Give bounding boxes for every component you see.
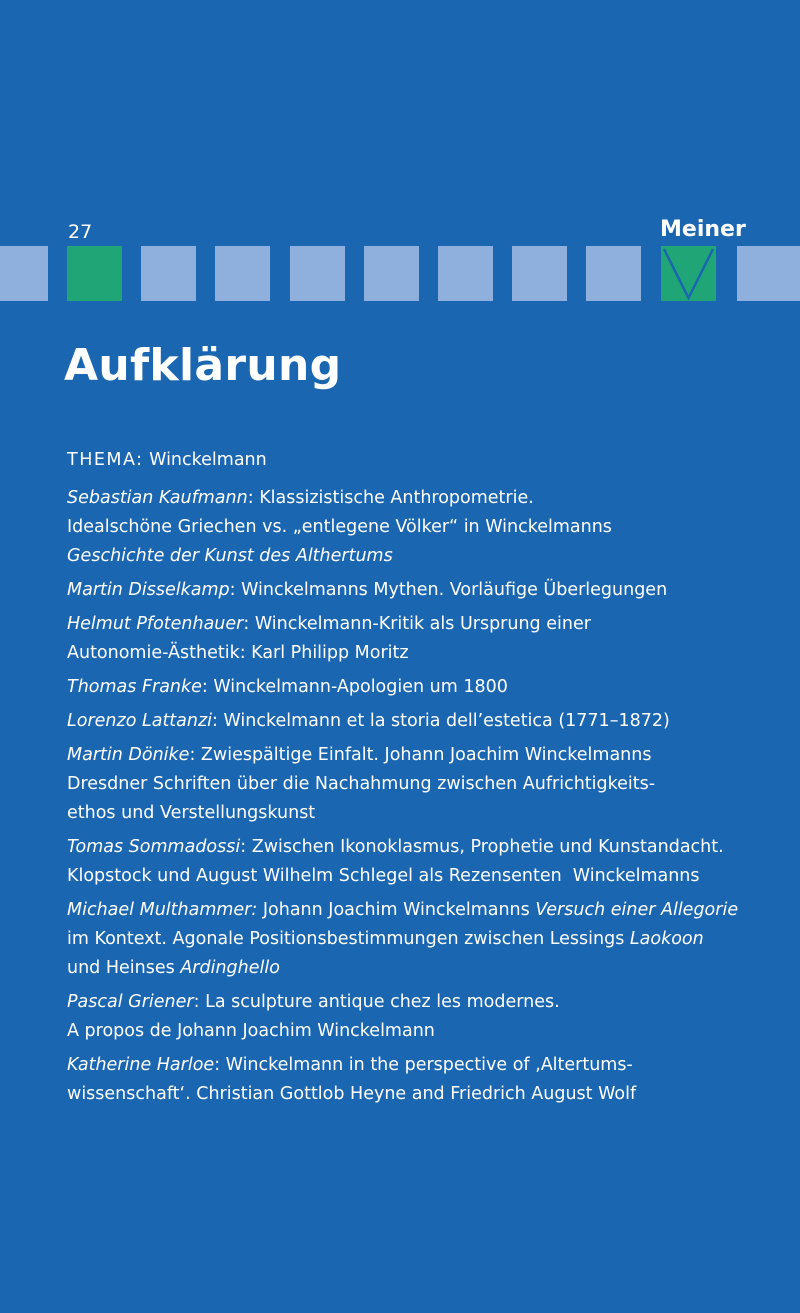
contents-entry xyxy=(67,673,767,702)
entry-title-line: Klopstock und August Wilhelm Schlegel als Rezensenten Winckelmanns xyxy=(67,866,700,886)
decorative-square xyxy=(0,246,48,301)
decorative-square xyxy=(737,246,800,301)
entry-author: Tomas Sommadossi xyxy=(67,837,241,857)
entry-title-line: Autonomie-Ästhetik: Karl Philipp Moritz xyxy=(67,643,409,663)
entry-separator: : xyxy=(193,992,206,1012)
table-of-contents xyxy=(67,446,767,1114)
entry-title-line: im Kontext. Agonale Positionsbestimmungen zwischen Lessings xyxy=(67,929,630,949)
theme-line xyxy=(67,446,767,475)
entry-title: Winckelmann-Apologien um 1800 xyxy=(213,677,508,697)
entry-author: Michael Multhammer: xyxy=(67,900,258,920)
entry-title-line: Idealschöne Griechen vs. „entlegene Völker“ in Winckelmanns xyxy=(67,517,612,537)
entry-separator: : xyxy=(247,488,260,508)
decorative-square xyxy=(215,246,270,301)
entry-title-line: ethos und Verstellungskunst xyxy=(67,803,316,823)
entry-separator: : xyxy=(243,614,255,634)
decorative-square xyxy=(438,246,493,301)
entry-title: Johann Joachim Winckelmanns xyxy=(262,900,536,920)
contents-entry xyxy=(67,610,767,668)
entry-separator: : xyxy=(229,580,242,600)
meiner-v-logo-icon xyxy=(661,246,716,301)
publisher-name: Meiner xyxy=(660,217,746,242)
entry-title-line: Dresdner Schriften über die Nachahmung zwischen Aufrichtigkeits- xyxy=(67,774,656,794)
decorative-square xyxy=(364,246,419,301)
contents-entry xyxy=(67,484,767,571)
contents-entry xyxy=(67,1051,767,1109)
entry-separator: : xyxy=(214,1055,226,1075)
decorative-square xyxy=(141,246,196,301)
entry-author: Sebastian Kaufmann xyxy=(67,488,248,508)
entry-title: Winckelmanns Mythen. Vorläufige Überlegungen xyxy=(241,580,668,600)
entry-title: Zwiespältige Einfalt. Johann Joachim Winckelmanns xyxy=(200,745,652,765)
contents-entry xyxy=(67,576,767,605)
entry-author: Thomas Franke xyxy=(67,677,202,697)
decorative-square xyxy=(290,246,345,301)
entry-title: Winckelmann et la storia dell’estetica (1771–1872) xyxy=(223,711,670,731)
entry-author: Martin Dönike xyxy=(67,745,190,765)
contents-entry xyxy=(67,833,767,891)
entry-title-line: Geschichte der Kunst des Althertums xyxy=(67,546,393,566)
entry-title-line: A propos de Johann Joachim Winckelmann xyxy=(67,1021,435,1041)
theme-label: THEMA: xyxy=(67,450,144,470)
entry-author: Martin Disselkamp xyxy=(67,580,230,600)
entry-title: Klassizistische Anthropometrie. xyxy=(259,488,534,508)
entry-title: Winckelmann-Kritik als Ursprung einer xyxy=(254,614,591,634)
entry-title: La sculpture antique chez les modernes. xyxy=(205,992,560,1012)
entry-title-line: und Heinses xyxy=(67,958,181,978)
contents-entry xyxy=(67,707,767,736)
theme-value: Winckelmann xyxy=(149,450,267,470)
entry-separator: : xyxy=(240,837,252,857)
contents-entry xyxy=(67,988,767,1046)
entry-title: Zwischen Ikonoklasmus, Prophetie und Kunstandacht. xyxy=(251,837,724,857)
decorative-square xyxy=(512,246,567,301)
issue-number: 27 xyxy=(68,221,93,243)
contents-entry xyxy=(67,741,767,828)
entry-author: Pascal Griener xyxy=(67,992,194,1012)
entry-separator: : xyxy=(212,711,224,731)
entry-title-italic: Laokoon xyxy=(629,929,704,949)
entry-author: Katherine Harloe xyxy=(67,1055,215,1075)
contents-entry xyxy=(67,896,767,983)
entry-author: Lorenzo Lattanzi xyxy=(67,711,213,731)
series-title: Aufklärung xyxy=(64,340,342,391)
accent-square xyxy=(67,246,122,301)
entry-title: Winckelmann in the perspective of ‚Altertums- xyxy=(225,1055,633,1075)
entry-title-italic: Versuch einer Allegorie xyxy=(535,900,739,920)
entry-title-italic: Ardinghello xyxy=(180,958,280,978)
entry-separator: : xyxy=(189,745,201,765)
entry-title-line: wissenschaft‘. Christian Gottlob Heyne and Friedrich August Wolf xyxy=(67,1084,637,1104)
decorative-square xyxy=(586,246,641,301)
entry-separator: : xyxy=(201,677,214,697)
entry-author: Helmut Pfotenhauer xyxy=(67,614,244,634)
